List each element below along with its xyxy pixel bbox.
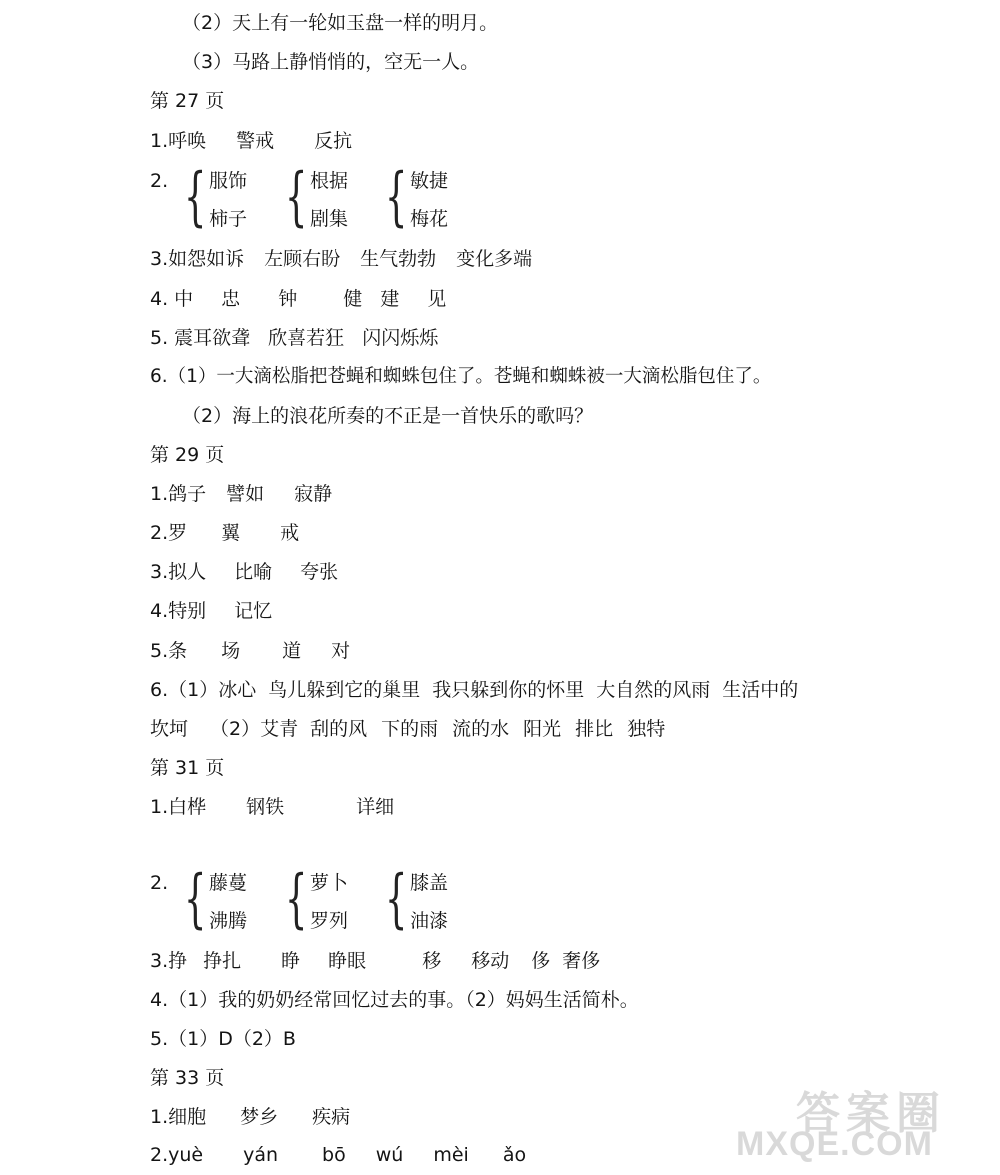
answer-word: 服饰 — [209, 170, 248, 192]
answer-word: 3.如怨如诉 — [150, 248, 245, 270]
brace-mark: { — [184, 862, 207, 936]
answer-word: 警戒 — [236, 130, 275, 152]
answer-word: 独特 — [627, 718, 666, 740]
word-group — [410, 870, 448, 934]
answer-word: 5. 震耳欲聋 — [150, 327, 251, 349]
answer-word: 生活中的 — [722, 679, 799, 701]
answer-row — [150, 520, 299, 546]
page-header: 第 29 页 — [150, 444, 225, 466]
answer-word: 记忆 — [234, 600, 273, 622]
brace-mark: { — [385, 862, 408, 936]
answer-word: 梦乡 — [240, 1106, 279, 1128]
answer-word: 剧集 — [310, 208, 349, 230]
watermark-url: MXQE.COM — [736, 1125, 933, 1163]
brace-mark: { — [285, 160, 308, 234]
question-number: 2. — [150, 170, 169, 192]
answer-word: 生气勃勃 — [360, 248, 437, 270]
answer-word: 6.（1）冰心 — [150, 679, 257, 701]
answer-line: 6.（1）一大滴松脂把苍蝇和蜘蛛包住了。苍蝇和蜘蛛被一大滴松脂包住了。 — [150, 366, 772, 387]
answer-word: 寂静 — [294, 483, 333, 505]
word-group — [310, 168, 348, 232]
answer-word: 我只躲到你的怀里 — [432, 679, 585, 701]
answer-row — [150, 677, 798, 703]
answer-row — [150, 794, 394, 820]
answer-word: 移 — [422, 950, 442, 972]
answer-word: 详细 — [356, 796, 395, 818]
answer-word: 2.yuè — [150, 1144, 204, 1166]
answer-word: 膝盖 — [410, 872, 449, 894]
answer-word: 夸张 — [300, 561, 339, 583]
answer-word: 翼 — [221, 522, 241, 544]
answer-word: 大自然的风雨 — [596, 679, 711, 701]
answer-word: 疾病 — [312, 1106, 351, 1128]
answer-word: 坎坷 — [150, 718, 189, 740]
answer-word: 戒 — [280, 522, 300, 544]
page-header: 第 31 页 — [150, 757, 225, 779]
answer-word: 2.罗 — [150, 522, 188, 544]
answer-word: 下的雨 — [381, 718, 439, 740]
answer-word: 1.白桦 — [150, 796, 207, 818]
answer-word: wú — [375, 1144, 404, 1166]
answer-row — [150, 481, 332, 507]
answer-word: 刮的风 — [310, 718, 368, 740]
answer-word: 1.呼唤 — [150, 130, 207, 152]
answer-row — [150, 598, 272, 624]
answer-word: 闪闪烁烁 — [362, 327, 439, 349]
answer-row — [150, 559, 338, 585]
answer-word: 譬如 — [226, 483, 265, 505]
answer-word: 场 — [221, 640, 241, 662]
page-header: 第 33 页 — [150, 1067, 225, 1089]
answer-word: 柿子 — [209, 208, 248, 230]
answer-word: 5.条 — [150, 640, 188, 662]
answer-word: 左顾右盼 — [264, 248, 341, 270]
answer-line: 4.（1）我的奶奶经常回忆过去的事。（2）妈妈生活简朴。 — [150, 989, 639, 1011]
answer-row — [150, 246, 532, 272]
answer-word: 根据 — [310, 170, 349, 192]
answer-word: （2）艾青 — [210, 718, 299, 740]
answer-row — [150, 286, 446, 312]
word-group — [209, 870, 247, 934]
answer-word: 比喻 — [234, 561, 273, 583]
answer-word: 挣扎 — [203, 950, 242, 972]
answer-word: 藤蔓 — [209, 872, 248, 894]
answer-word: mèi — [433, 1144, 469, 1166]
answer-line: （2）天上有一轮如玉盘一样的明月。 — [182, 12, 499, 34]
answer-word: 道 — [282, 640, 302, 662]
answer-word: 对 — [331, 640, 351, 662]
answer-line: 5.（1）D（2）B — [150, 1028, 296, 1050]
answer-word: 鸟儿躲到它的巢里 — [268, 679, 421, 701]
answer-line: （3）马路上静悄悄的，空无一人。 — [182, 51, 480, 73]
answer-word: 阳光 — [523, 718, 562, 740]
answer-word: 睁眼 — [328, 950, 367, 972]
watermark-logo: 答案圈 — [796, 1089, 946, 1138]
answer-word: 欣喜若狂 — [268, 327, 345, 349]
answer-row — [150, 638, 350, 664]
answer-word: 梅花 — [410, 208, 449, 230]
answer-word: 3.挣 — [150, 950, 188, 972]
answer-word: 敏捷 — [410, 170, 449, 192]
answer-row — [150, 128, 352, 154]
answer-word: 罗列 — [310, 910, 349, 932]
answer-word: 沸腾 — [209, 910, 248, 932]
answer-word: 建 — [380, 288, 400, 310]
brace-mark: { — [385, 160, 408, 234]
brace-mark: { — [285, 862, 308, 936]
answer-row — [150, 1142, 526, 1168]
answer-word: 1.鸽子 — [150, 483, 207, 505]
answer-word: 健 — [343, 288, 363, 310]
answer-word: 忠 — [221, 288, 241, 310]
answer-line: （2）海上的浪花所奏的不正是一首快乐的歌吗？ — [182, 405, 594, 427]
answer-word: 油漆 — [410, 910, 449, 932]
answer-word: 反抗 — [314, 130, 353, 152]
watermark — [736, 1077, 986, 1169]
answer-word: 4.特别 — [150, 600, 207, 622]
word-group — [410, 168, 448, 232]
answer-word: 3.拟人 — [150, 561, 207, 583]
word-group — [310, 870, 348, 934]
answer-word: 流的水 — [452, 718, 510, 740]
answer-row — [150, 948, 600, 974]
answer-row — [150, 716, 665, 742]
answer-word: ǎo — [502, 1144, 527, 1166]
answer-word: 见 — [427, 288, 447, 310]
answer-row — [150, 325, 438, 351]
answer-word: 排比 — [575, 718, 614, 740]
answer-word: 萝卜 — [310, 872, 349, 894]
answer-word: 钢铁 — [246, 796, 285, 818]
answer-word: bō — [322, 1144, 346, 1166]
answer-word: 移动 — [471, 950, 510, 972]
answer-word: 钟 — [278, 288, 298, 310]
question-number: 2. — [150, 872, 169, 894]
answer-word: yán — [243, 1144, 279, 1166]
answer-word: 侈 — [531, 950, 551, 972]
page-header: 第 27 页 — [150, 90, 225, 112]
answer-word: 1.细胞 — [150, 1106, 207, 1128]
answer-word: 变化多端 — [456, 248, 533, 270]
answer-row — [150, 1104, 350, 1130]
answer-word: 4. 中 — [150, 288, 194, 310]
brace-mark: { — [184, 160, 207, 234]
answer-word: 奢侈 — [562, 950, 601, 972]
answer-word: 睁 — [281, 950, 301, 972]
word-group — [209, 168, 247, 232]
